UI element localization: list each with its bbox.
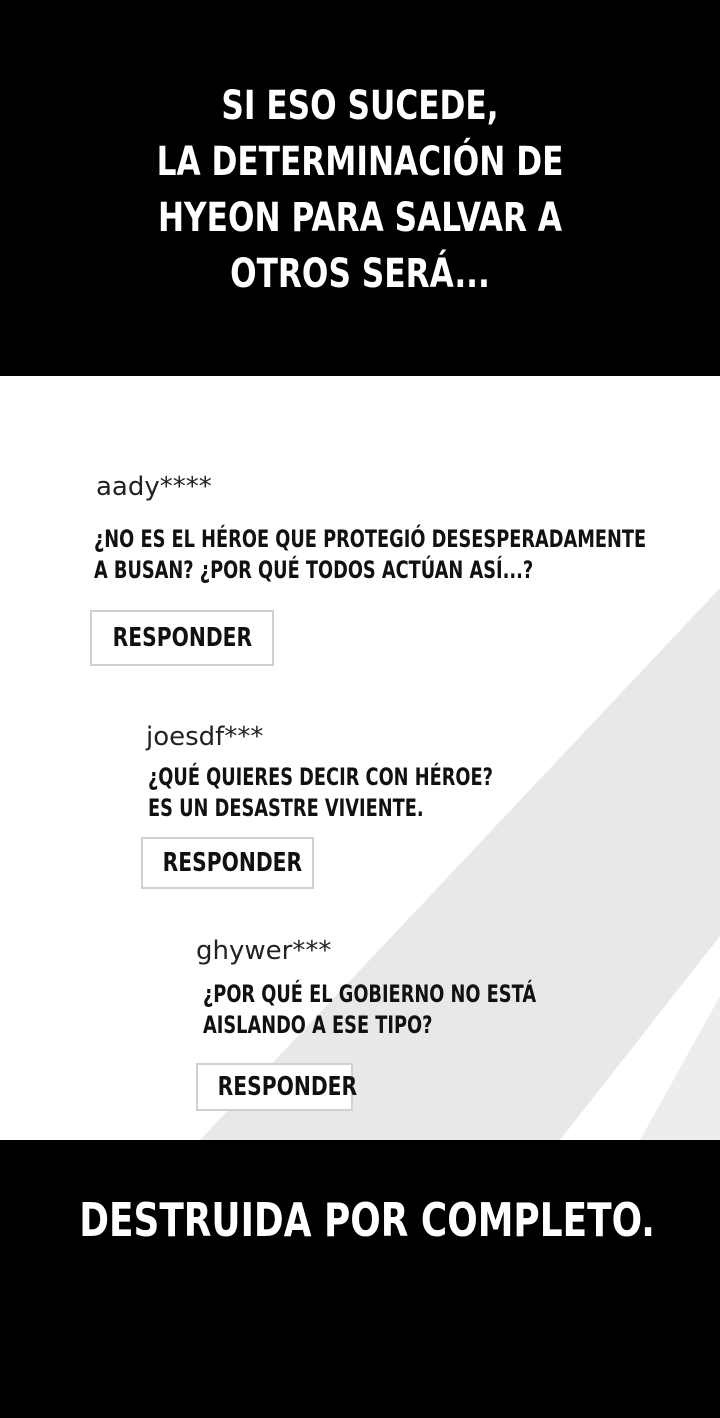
comments-panel	[0, 376, 720, 1140]
comment-text-line: A BUSAN? ¿POR QUÉ TODOS ACTÚAN ASÍ...?	[94, 556, 534, 584]
comment-text-line: ¿QUÉ QUIERES DECIR CON HÉROE?	[148, 763, 493, 791]
reply-button[interactable]	[141, 837, 314, 889]
reply-button-label: RESPONDER	[217, 1072, 358, 1102]
comment-text	[94, 524, 646, 586]
reply-button[interactable]	[196, 1063, 358, 1111]
comment-text-line: ES UN DESASTRE VIVIENTE.	[148, 794, 424, 822]
narration-bottom: DESTRUIDA POR COMPLETO.	[79, 1193, 655, 1247]
narration-top	[79, 78, 641, 302]
narration-line: LA DETERMINACIÓN DE	[156, 139, 564, 185]
reply-button[interactable]	[90, 610, 274, 666]
comment-text-line: ¿NO ES EL HÉROE QUE PROTEGIÓ DESESPERADAMENTE	[94, 525, 647, 553]
comment-username: aady****	[96, 472, 212, 502]
bottom-narration-panel	[0, 1140, 720, 1418]
comment-text	[203, 979, 536, 1041]
narration-line: HYEON PARA SALVAR A	[157, 195, 563, 241]
comment-username: ghywer***	[196, 936, 332, 966]
comment-text	[148, 762, 493, 824]
comment-text-line: AISLANDO A ESE TIPO?	[203, 1011, 433, 1039]
comment-username: joesdf***	[146, 722, 264, 752]
narration-line: SI ESO SUCEDE,	[221, 83, 499, 129]
comment-text-line: ¿POR QUÉ EL GOBIERNO NO ESTÁ	[203, 980, 537, 1008]
reply-button-label: RESPONDER	[162, 848, 303, 878]
reply-button-label: RESPONDER	[112, 623, 252, 653]
narration-line: OTROS SERÁ...	[230, 251, 490, 297]
